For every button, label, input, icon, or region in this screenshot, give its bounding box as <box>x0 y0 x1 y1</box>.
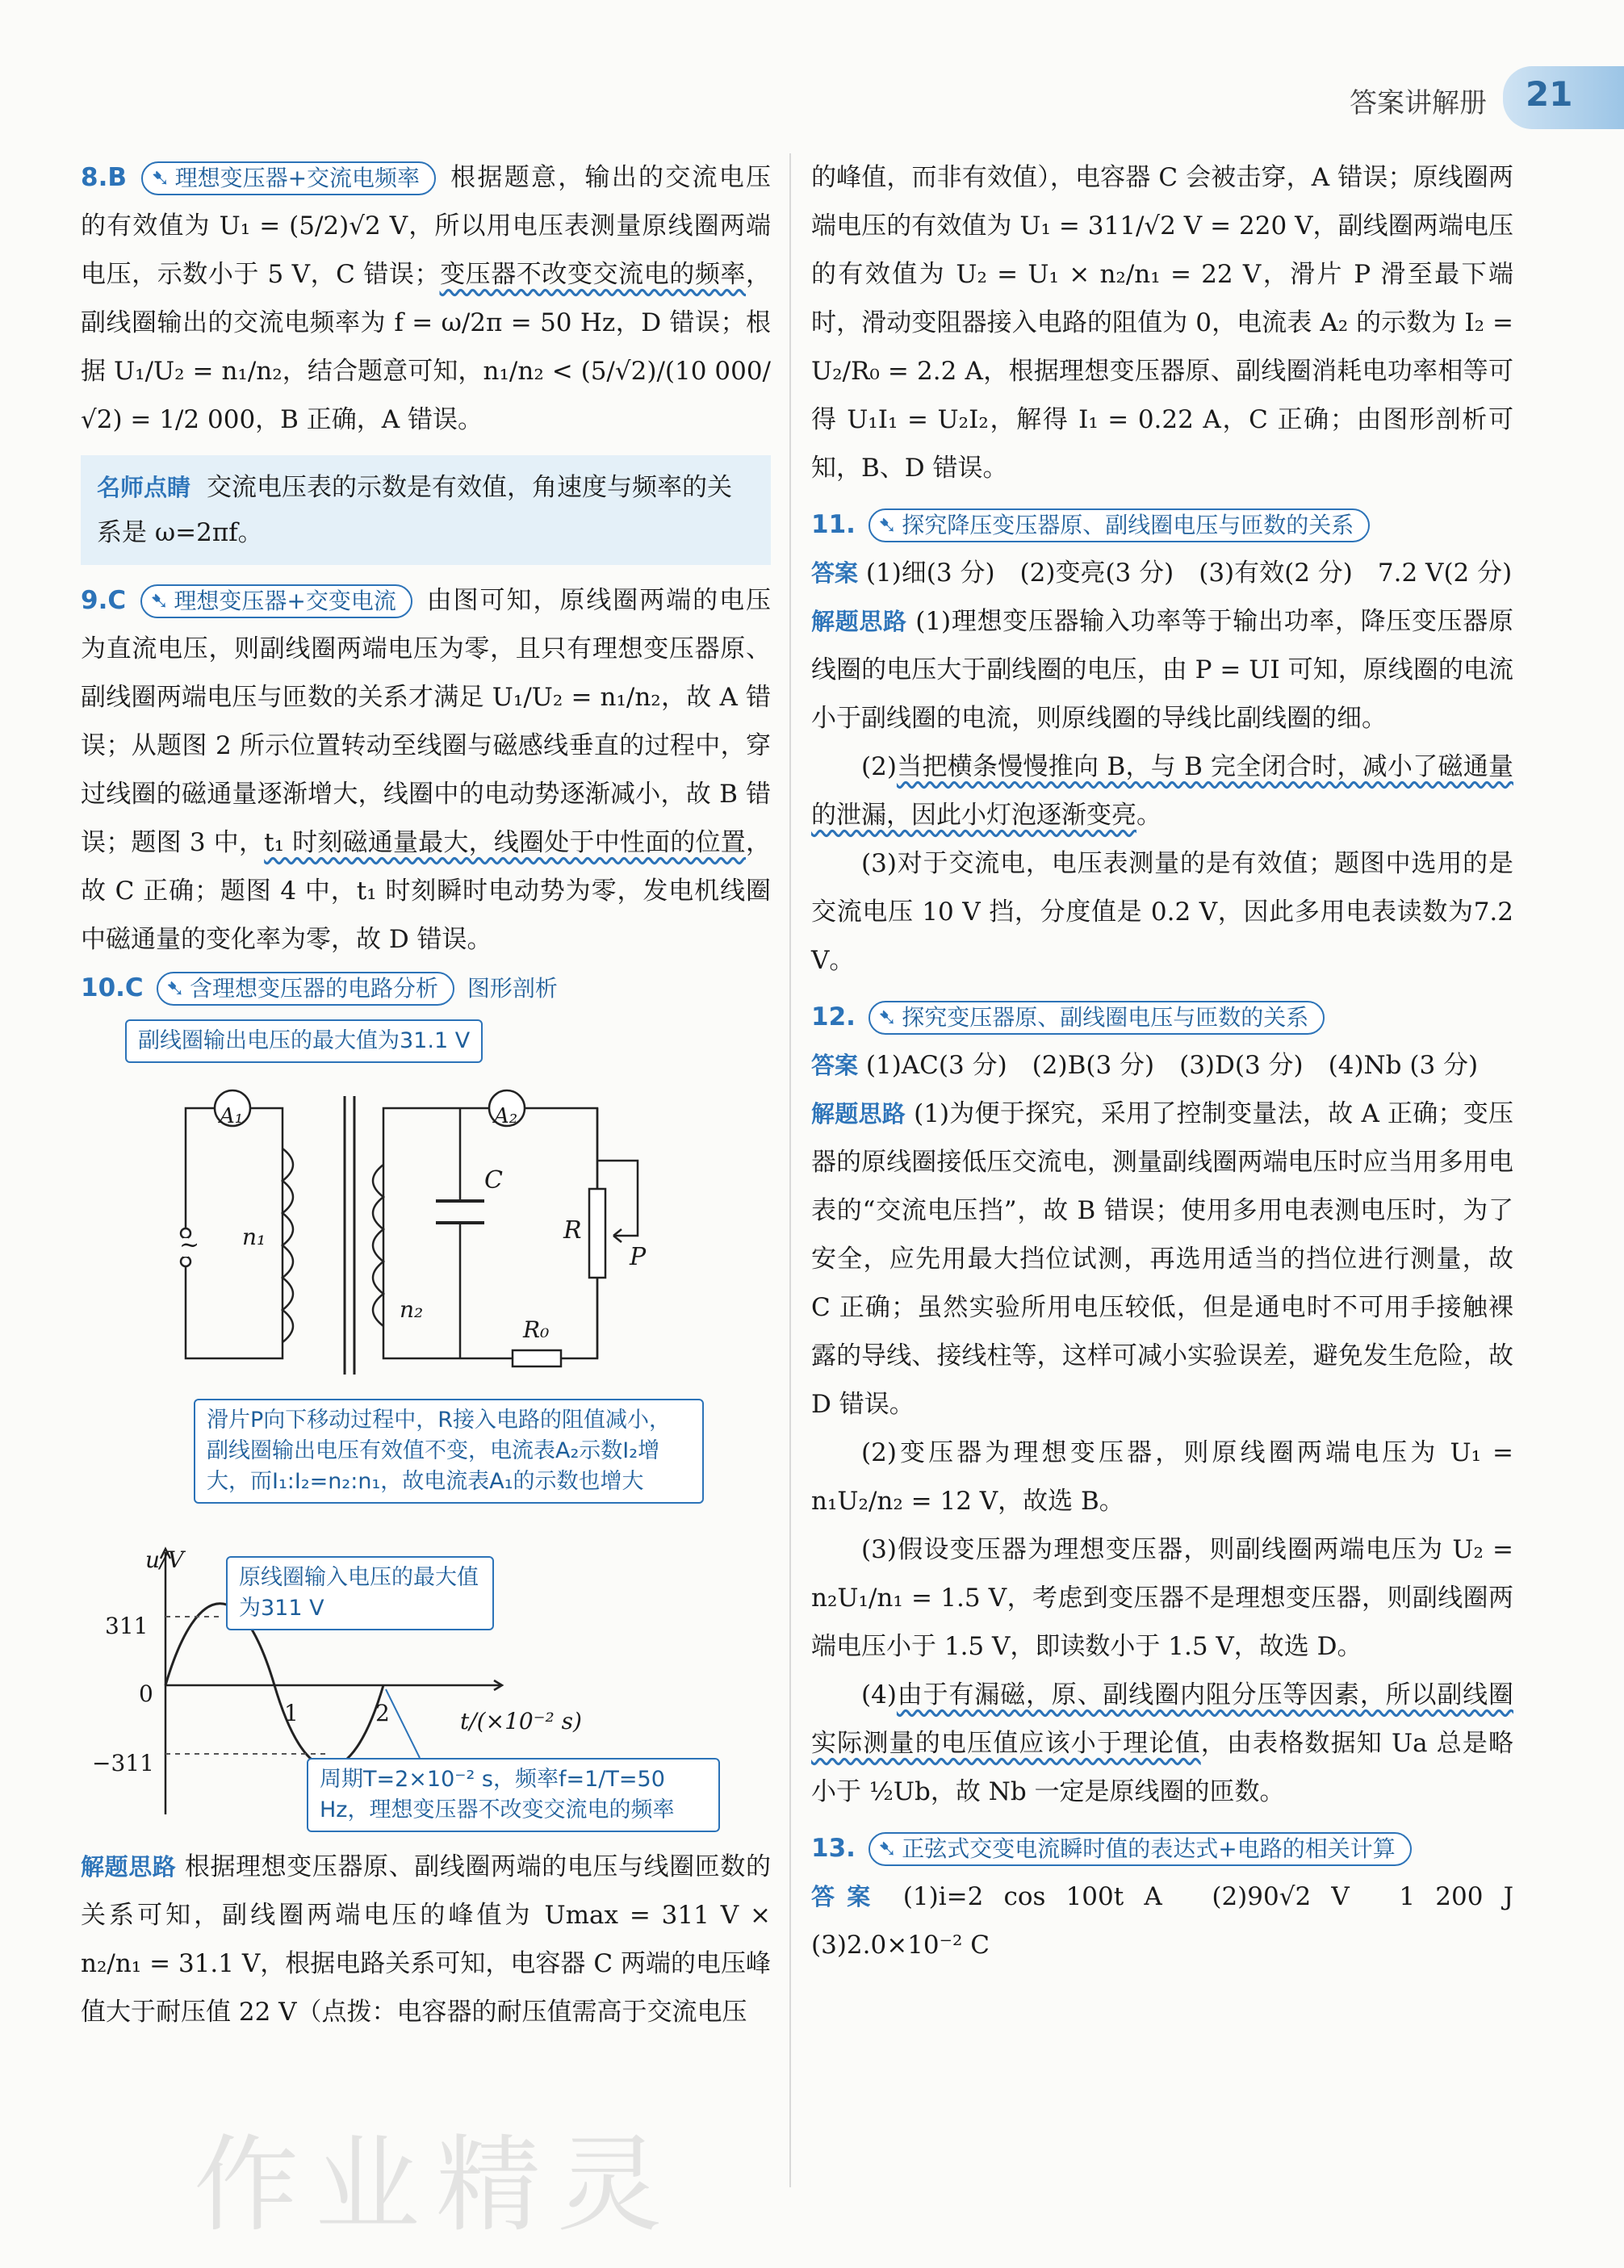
q12-tag-label: 探究变压器原、副线圈电压与匝数的关系 <box>902 1004 1309 1031</box>
q11-idea-label: 解题思路 <box>811 608 907 635</box>
r0-label: R₀ <box>523 1316 550 1343</box>
q8-underline: 变压器不改变交流电的频率 <box>439 260 746 289</box>
flag-icon: ➷ <box>877 1835 898 1862</box>
q12-answer <box>811 1041 1513 1090</box>
q12-idea-1 <box>811 1090 1513 1429</box>
watermark: 作业精灵 <box>194 2124 679 2246</box>
q11-heading <box>811 500 1513 549</box>
secondary-coil <box>373 1165 383 1326</box>
q8-number: 8.B <box>81 163 127 192</box>
left-column <box>81 153 771 2036</box>
tip-text: 交流电压表的示数是有效值，角速度与频率的关系是 ω=2πf。 <box>97 473 733 547</box>
q12-idea-4 <box>811 1671 1513 1816</box>
callout-period: 周期T=2×10⁻² s，频率f=1/T=50 Hz，理想变压器不改变交流电的频率 <box>307 1758 720 1832</box>
q9-text-2: ，故 C 正确；题图 4 中，t₁ 时刻瞬时电动势为零，发电机线圈中磁通量的变化率为零，故 D 错误。 <box>81 828 771 954</box>
right-column <box>811 153 1538 1969</box>
n1-label: n₁ <box>242 1224 266 1250</box>
q9-tag-label: 理想变压器+交变电流 <box>174 588 396 614</box>
q12-p4-prefix: (4) <box>861 1680 897 1709</box>
q10-idea-label: 解题思路 <box>81 1853 177 1881</box>
q8-tag-label: 理想变压器+交流电频率 <box>174 165 421 191</box>
q13-number: 13. <box>811 1834 856 1863</box>
header-label: 答案讲解册 <box>1350 87 1487 119</box>
y-min-label: −311 <box>92 1750 154 1776</box>
slider-label: P <box>630 1243 647 1271</box>
q11-tag-label: 探究降压变压器原、副线圈电压与匝数的关系 <box>902 512 1354 538</box>
q12-idea-2: (2)变压器为理想变压器，则原线圈两端电压为 U₁ = n₁U₂/n₂ = 12 V，故选 B。 <box>811 1438 1513 1516</box>
q13-answer-text: (1)i=2 cos 100t A (2)90√2 V 1 200 J (3)2.0×10⁻² C <box>811 1882 1538 1960</box>
q12-idea-label: 解题思路 <box>811 1100 906 1128</box>
q11-p2-suffix: 。 <box>1136 801 1161 830</box>
callout-primary-max: 原线圈输入电压的最大值为311 V <box>226 1556 494 1630</box>
u-axis-label: u/V <box>145 1546 184 1573</box>
ammeter-a1-label: A₁ <box>220 1104 244 1128</box>
q10-heading <box>81 964 771 1013</box>
q10-tag <box>157 972 454 1006</box>
q12-idea-text-1: (1)为便于探究，采用了控制变量法，故 A 正确；变压器的原线圈接低压交流电，测量副线圈两端电压时应当用多用电表的“交流电压挡”，故 B 错误；使用多用电表测电压时，为了安全，应先用最大挡位试测，再选用适当的挡位进行测量，故 C 正确；虽然实验所用电压较低，但是通电时不可用手接触裸露的导线、接线柱等，这样可减小实验误差，避免发生危险，故 D 错误。 <box>811 1099 1513 1419</box>
page-number: 21 <box>1526 74 1573 114</box>
q8-text-2: ，副线圈输出的交流电频率为 f = ω/2π = 50 Hz，D 错误；根据 U₁/U₂ = n₁/n₂，结合题意可知，n₁/n₂ < (5/√2)/(10 000/√2) = 1/2 000，B 正确，A 错误。 <box>81 260 771 434</box>
q10-idea-text-left: 根据理想变压器原、副线圈两端的电压与线圈匝数的关系可知，副线圈两端电压的峰值为 Umax = 311 V × n₂/n₁ = 31.1 V，根据电路关系可知，电容器 C 两端的电压峰值大于耐压值 22 V（点拨：电容器的耐压值需高于交流电压 <box>81 1852 771 2027</box>
q8-tag <box>141 161 436 195</box>
y-max-label: 311 <box>105 1613 149 1639</box>
t-axis-label: t/(×10⁻² s) <box>460 1708 582 1734</box>
q12-heading <box>811 993 1513 1041</box>
q9-tag <box>140 584 412 618</box>
q8-text-1: 根据题意，输出的交流电压的有效值为 U₁ = (5/2)√2 V，所以用电压表测量原线圈两端电压，示数小于 5 V，C 错误； <box>81 163 772 289</box>
primary-coil <box>283 1149 293 1342</box>
q11-idea-2 <box>811 743 1513 839</box>
q12-idea-3: (3)假设变压器为理想变压器，则副线圈两端电压为 U₂ = n₂U₁/n₁ = 1.5 V，考虑到变压器不是理想变压器，则副线圈两端电压小于 1.5 V，即读数小于 1.5 V，故选 D。 <box>811 1535 1513 1661</box>
page-number-badge <box>1503 66 1624 129</box>
q10-idea-continued: 的峰值，而非有效值），电容器 C 会被击穿，A 错误；原线圈两端电压的有效值为 U₁ = 311/√2 V = 220 V，副线圈两端电压的有效值为 U₂ = U₁ × n₂/n₁ = 22 V，滑片 P 滑至最下端时，滑动变阻器接入电路的阻值为 0，电流表 A₂ 的示数为 I₂ = U₂/R₀ = 2.2 A，根据理想变压器原、副线圈消耗电功率相等可得 U₁I₁ = U₂I₂，解得 I₁ = 0.22 A，C 正确；由图形剖析可知，B、D 错误。 <box>811 163 1513 483</box>
q12-tag <box>869 1001 1325 1035</box>
q11-p2-prefix: (2) <box>861 752 897 781</box>
x-tick-1: 1 <box>284 1700 299 1726</box>
column-divider <box>789 153 791 2187</box>
callout-slider-analysis: 滑片P向下移动过程中，R接入电路的阻值减小，副线圈输出电压有效值不变，电流表A₂示数I₂增大，而I₁:I₂=n₂:n₁，故电流表A₁的示数也增大 <box>194 1399 704 1504</box>
q13-answer <box>811 1873 1538 1969</box>
q11-idea-1 <box>811 597 1513 743</box>
y-zero-label: 0 <box>139 1680 153 1707</box>
page-header <box>1285 66 1624 129</box>
q12-answer-text: (1)AC(3 分) (2)B(3 分) (3)D(3 分) (4)Nb (3 分) <box>865 1051 1479 1080</box>
callout-secondary-max: 副线圈输出电压的最大值为31.1 V <box>125 1019 483 1063</box>
flag-icon: ➷ <box>149 588 170 614</box>
q11-tag <box>869 508 1370 542</box>
q13-answer-label: 答案 <box>811 1883 883 1910</box>
q12-underline: 由于有漏磁，原、副线圈内阻分压等因素，所以副线圈实际测量的电压值应该小于理论值 <box>811 1680 1513 1758</box>
q13-tag <box>869 1832 1412 1866</box>
q10-number: 10.C <box>81 973 144 1002</box>
q11-number: 11. <box>811 510 856 539</box>
q11-underline: 当把横条慢慢推向 B，与 B 完全闭合时，减小了磁通量的泄漏，因此小灯泡逐渐变亮 <box>811 752 1513 830</box>
q13-tag-label: 正弦式交变电流瞬时值的表达式+电路的相关计算 <box>902 1835 1396 1862</box>
q11-answer-text: (1)细(3 分) (2)变亮(3 分) (3)有效(2 分) 7.2 V(2 分) <box>865 559 1513 588</box>
q8-block <box>81 153 771 444</box>
q9-underline: t₁ 时刻磁通量最大，线圈处于中性面的位置 <box>264 828 746 857</box>
q12-answer-label: 答案 <box>811 1052 859 1079</box>
flag-icon: ➷ <box>165 975 185 1002</box>
primary-loop <box>186 1108 283 1358</box>
flag-icon: ➷ <box>151 165 170 191</box>
q11-answer-label: 答案 <box>811 559 859 587</box>
q9-number: 9.C <box>81 586 127 615</box>
q10-idea <box>81 1843 771 2036</box>
q10-figure <box>81 1019 771 1835</box>
q10-tag-label: 含理想变压器的电路分析 <box>190 975 439 1002</box>
tip-label: 名师点睛 <box>97 474 191 501</box>
ammeter-a2-label: A₂ <box>494 1104 518 1128</box>
q13-heading <box>811 1824 1513 1873</box>
q10-tag2: 图形剖析 <box>467 975 558 1002</box>
flag-icon: ➷ <box>877 512 898 538</box>
rheostat <box>589 1189 605 1278</box>
q11-answer <box>811 549 1513 597</box>
q9-block <box>81 576 771 964</box>
q11-idea-text-1: (1)理想变压器输入功率等于输出功率，降压变压器原线圈的电压大于副线圈的电压，由 P = UI 可知，原线圈的电流小于副线圈的电流，则原线圈的导线比副线圈的细。 <box>811 607 1513 733</box>
q11-idea-3: (3)对于交流电，电压表测量的是有效值；题图中选用的是交流电压 10 V 挡，分度值是 0.2 V，因此多用电表读数为7.2 V。 <box>811 849 1513 975</box>
q12-number: 12. <box>811 1002 856 1031</box>
ac-source-symbol: ~ <box>179 1231 200 1259</box>
q12-p4-suffix: ，由表格数据知 Ua 总是略小于 ½Ub，故 Nb 一定是原线圈的匝数。 <box>811 1729 1513 1806</box>
capacitor-label: C <box>484 1166 503 1195</box>
q9-text-1: 由图可知，原线圈两端的电压为直流电压，则副线圈两端电压为零，且只有理想变压器原、副线圈两端电压与匝数的关系才满足 U₁/U₂ = n₁/n₂，故 A 错误；从题图 2 所示位置转动至线圈与磁感线垂直的过程中，穿过线圈的磁通量逐渐增大，线圈中的电动势逐渐减小，故 B 错误；题图 3 中， <box>81 586 772 857</box>
n2-label: n₂ <box>400 1296 424 1323</box>
rheostat-label: R <box>563 1216 582 1245</box>
q8-tip-box <box>81 455 771 565</box>
flag-icon: ➷ <box>877 1004 898 1031</box>
x-tick-2: 2 <box>375 1700 390 1726</box>
